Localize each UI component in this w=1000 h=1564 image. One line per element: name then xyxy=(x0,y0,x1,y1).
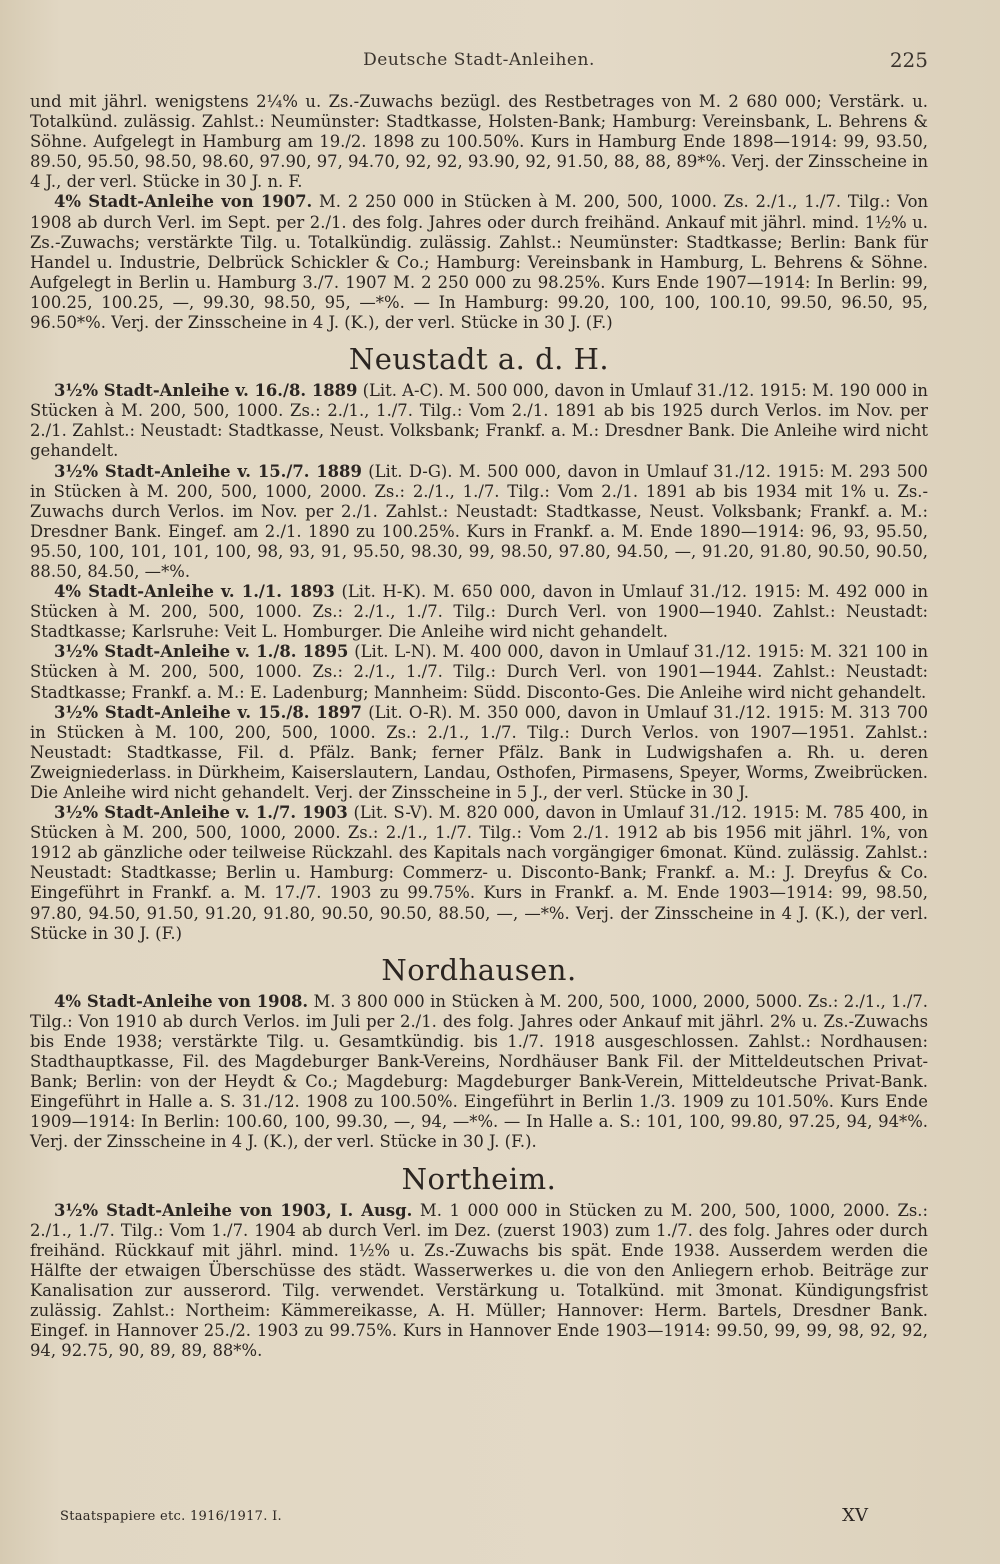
city-heading-northeim: Northeim. xyxy=(401,1161,557,1196)
city-heading-nordhausen: Nordhausen. xyxy=(381,952,577,987)
entry-heading: 4% Stadt-Anleihe von 1908. xyxy=(54,991,309,1011)
entry-loan: 3½% Stadt-Anleihe v. 16./8. 1889 (Lit. A-C). M. 500 000, davon in Umlauf 31./12. 1915: M. 190 000 in Stücken à M. 200, 500, 1000. Zs.: 2./1., 1./7. Tilg.: Vom 2./1. 1891 ab bis 1925 durch Verlos. im Nov. per 2./1. Zahlst.: Neustadt: Stadtkasse, Neust. Volksbank; Frankf. a. M.: Dresdner Bank. Die Anleihe wird nicht gehandelt. xyxy=(30,381,928,461)
city-heading-neustadt: Neustadt a. d. H. xyxy=(348,342,610,377)
entry-heading: 3½% Stadt-Anleihe v. 1./7. 1903 xyxy=(54,803,348,823)
entry-continuation: und mit jährl. wenigstens 2¼% u. Zs.-Zuwachs bezügl. des Restbetrages von M. 2 680 000; Verstärk. u. Totalkünd. zulässig. Zahlst.: Neumünster: Stadtkasse, Holsten-Bank; Hamburg: Vereinsbank, L. Behrens & Söhne. Aufgelegt in Hamburg am 19./2. 1898 zu 100.50%. Kurs in Hamburg Ende 1898—1914: 99, 93.50, 89.50, 95.50, 98.50, 98.60, 97.90, 97, 94.70, 92, 92, 93.90, 92, 91.50, 88, 88, 89*%. Verj. der Zinsscheine in 4 J., der verl. Stücke in 30 J. n. F. xyxy=(30,92,929,192)
entry-heading: 3½% Stadt-Anleihe v. 16./8. 1889 xyxy=(54,381,358,401)
footer-signature: Staatspapiere etc. 1916/1917. I. xyxy=(60,1509,282,1524)
entry-loan: 4% Stadt-Anleihe von 1907. M. 2 250 000 in Stücken à M. 200, 500, 1000. Zs. 2./1., 1./7. Tilg.: Von 1908 ab durch Verl. im Sept. per 2./1. des folg. Jahres oder durch freihänd. Ankauf mit jährl. mind. 1½% u. Zs.-Zuwachs; verstärkte Tilg. u. Totalkündig. zulässig. Zahlst.: Neumünster: Stadtkasse; Berlin: Bank für Handel u. Industrie, Delbrück Schickler & Co.; Hamburg: Vereinsbank in Hamburg, L. Behrens & Söhne. Aufgelegt in Berlin u. Hamburg 3./7. 1907 M. 2 250 000 zu 98.25%. Kurs Ende 1907—1914: In Berlin: 99, 100.25, 100.25, —, 99.30, 98.50, 95, —*%. — In Hamburg: 99.20, 100, 100, 100.10, 99.50, 96.50, 95, 96.50*%. Verj. der Zinsscheine in 4 J. (K.), der verl. Stücke in 30 J. (F.) xyxy=(30,192,928,333)
entry-loan: 3½% Stadt-Anleihe v. 1./8. 1895 (Lit. L-N). M. 400 000, davon in Umlauf 31./12. 1915: M. 321 100 in Stücken à M. 200, 500, 1000. Zs.: 2./1., 1./7. Tilg.: Durch Verl. von 1901—1944. Zahlst.: Neustadt: Stadtkasse; Frankf. a. M.: E. Ladenburg; Mannheim: Südd. Disconto-Ges. Die Anleihe wird nicht gehandelt. xyxy=(30,642,929,702)
entry-loan: 3½% Stadt-Anleihe von 1903, I. Ausg. M. 1 000 000 in Stücken zu M. 200, 500, 1000, 2000. Zs.: 2./1., 1./7. Tilg.: Vom 1./7. 1904 ab durch Verl. im Dez. (zuerst 1903) zum 1./7. des folg. Jahres oder durch freihänd. Rückkauf mit jährl. mind. 1½% u. Zs.-Zuwachs bis spät. Ende 1938. Ausserdem werden die Hälfte der etwaigen Überschüsse des städt. Wasserwerkes u. die von den Anliegern erhob. Beiträge zur Kanalisation zur ausserord. Tilg. verwendet. Verstärkung u. Totalkünd. mit 3monat. Kündigungsfrist zulässig. Zahlst.: Northeim: Kämmereikasse, A. H. Müller; Hannover: Herm. Bartels, Dresdner Bank. Eingef. in Hannover 25./2. 1903 zu 99.75%. Kurs in Hannover Ende 1903—1914: 99.50, 99, 99, 98, 92, 92, 94, 92.75, 90, 89, 89, 88*%. xyxy=(30,1200,928,1361)
entry-loan: 3½% Stadt-Anleihe v. 15./7. 1889 (Lit. D-G). M. 500 000, davon in Umlauf 31./12. 1915: M. 293 500 in Stücken à M. 200, 500, 1000, 2000. Zs.: 2./1., 1./7. Tilg.: Vom 2./1. 1891 ab bis 1934 mit 1% u. Zs.-Zuwachs durch Verlos. im Nov. per 2./1. Zahlst.: Neustadt: Stadtkasse, Neust. Volksbank; Frankf. a. M.: Dresdner Bank. Eingef. am 2./1. 1890 zu 100.25%. Kurs in Frankf. a. M. Ende 1890—1914: 96, 93, 95.50, 95.50, 100, 101, 101, 100, 98, 93, 91, 95.50, 98.30, 99, 98.50, 97.80, 94.50, —, 91.20, 91.80, 90.50, 90.50, 88.50, 84.50, —*%. xyxy=(30,461,928,581)
page-footer xyxy=(60,1505,928,1529)
footer-sheet-number: XV xyxy=(842,1505,868,1526)
entry-loan: 3½% Stadt-Anleihe v. 1./7. 1903 (Lit. S-V). M. 820 000, davon in Umlauf 31./12. 1915: M. 785 400, in Stücken à M. 200, 500, 1000, 2000. Zs.: 2./1., 1./7. Tilg.: Vom 2./1. 1912 ab bis 1956 mit jährl. 1%, von 1912 ab gänzliche oder teilweise Rückzahl. des Kapitals nach vorgängiger 6monat. Künd. zulässig. Zahlst.: Neustadt: Stadtkasse; Berlin u. Hamburg: Commerz- u. Disconto-Bank; Frankf. a. M.: J. Dreyfus & Co. Eingeführt in Frankf. a. M. 17./7. 1903 zu 99.75%. Kurs in Frankf. a. M. Ende 1903—1914: 99, 98.50, 97.80, 94.50, 91.50, 91.20, 91.80, 90.50, 90.50, 88.50, —, —*%. Verj. der Zinsscheine in 4 J. (K.), der verl. Stücke in 30 J. (F.) xyxy=(30,803,929,943)
entry-heading: 4% Stadt-Anleihe von 1907. xyxy=(54,192,313,212)
entry-loan: 4% Stadt-Anleihe von 1908. M. 3 800 000 in Stücken à M. 200, 500, 1000, 2000, 5000. Zs.: 2./1., 1./7. Tilg.: Von 1910 ab durch Verlos. im Juli per 2./1. des folg. Jahres oder Ankauf mit jährl. 2% u. Zs.-Zuwachs bis Ende 1938; verstärkte Tilg. u. Gesamtkündig. bis 1./7. 1918 ausgeschlossen. Zahlst.: Nordhausen: Stadthauptkasse, Fil. des Magdeburger Bank-Vereins, Nordhäuser Bank Fil. der Mitteldeutschen Privat-Bank; Berlin: von der Heydt & Co.; Magdeburg: Magdeburger Bank-Verein, Mitteldeutsche Privat-Bank. Eingeführt in Halle a. S. 31./12. 1908 zu 100.50%. Eingeführt in Berlin 1./3. 1909 zu 101.50%. Kurs Ende 1909—1914: In Berlin: 100.60, 100, 99.30, —, 94, —*%. — In Halle a. S.: 101, 100, 99.80, 97.25, 94, 94*%. Verj. der Zinsscheine in 4 J. (K.), der verl. Stücke in 30 J. (F.). xyxy=(30,991,928,1152)
entry-heading: 3½% Stadt-Anleihe v. 15./7. 1889 xyxy=(54,461,362,481)
entry-heading: 4% Stadt-Anleihe v. 1./1. 1893 xyxy=(54,582,335,602)
entry-heading: 3½% Stadt-Anleihe v. 1./8. 1895 xyxy=(54,642,349,662)
entry-loan: 3½% Stadt-Anleihe v. 15./8. 1897 (Lit. O-R). M. 350 000, davon in Umlauf 31./12. 1915: M. 313 700 in Stücken à M. 100, 200, 500, 1000. Zs.: 2./1., 1./7. Tilg.: Durch Verlos. von 1907—1951. Zahlst.: Neustadt: Stadtkasse, Fil. d. Pfälz. Bank; ferner Pfälz. Bank in Ludwigshafen a. Rh. u. deren Zweigniederlass. in Dürkheim, Kaiserslautern, Landau, Osthofen, Pirmasens, Speyer, Worms, Zweibrücken. Die Anleihe wird nicht gehandelt. Verj. der Zinsscheine in 5 J., der verl. Stücke in 30 J. xyxy=(30,702,929,802)
running-title: Deutsche Stadt-Anleihen. xyxy=(363,50,595,70)
entry-heading: 3½% Stadt-Anleihe v. 15./8. 1897 xyxy=(54,702,362,722)
page-header xyxy=(30,44,928,74)
entry-heading: 3½% Stadt-Anleihe von 1903, I. Ausg. xyxy=(54,1200,413,1220)
page-number: 225 xyxy=(889,48,928,72)
entry-loan: 4% Stadt-Anleihe v. 1./1. 1893 (Lit. H-K). M. 650 000, davon in Umlauf 31./12. 1915: M. 492 000 in Stücken à M. 200, 500, 1000. Zs.: 2./1., 1./7. Tilg.: Durch Verl. von 1900—1940. Zahlst.: Neustadt: Stadtkasse; Karlsruhe: Veit L. Homburger. Die Anleihe wird nicht gehandelt. xyxy=(30,582,929,642)
body-text xyxy=(30,92,928,1361)
